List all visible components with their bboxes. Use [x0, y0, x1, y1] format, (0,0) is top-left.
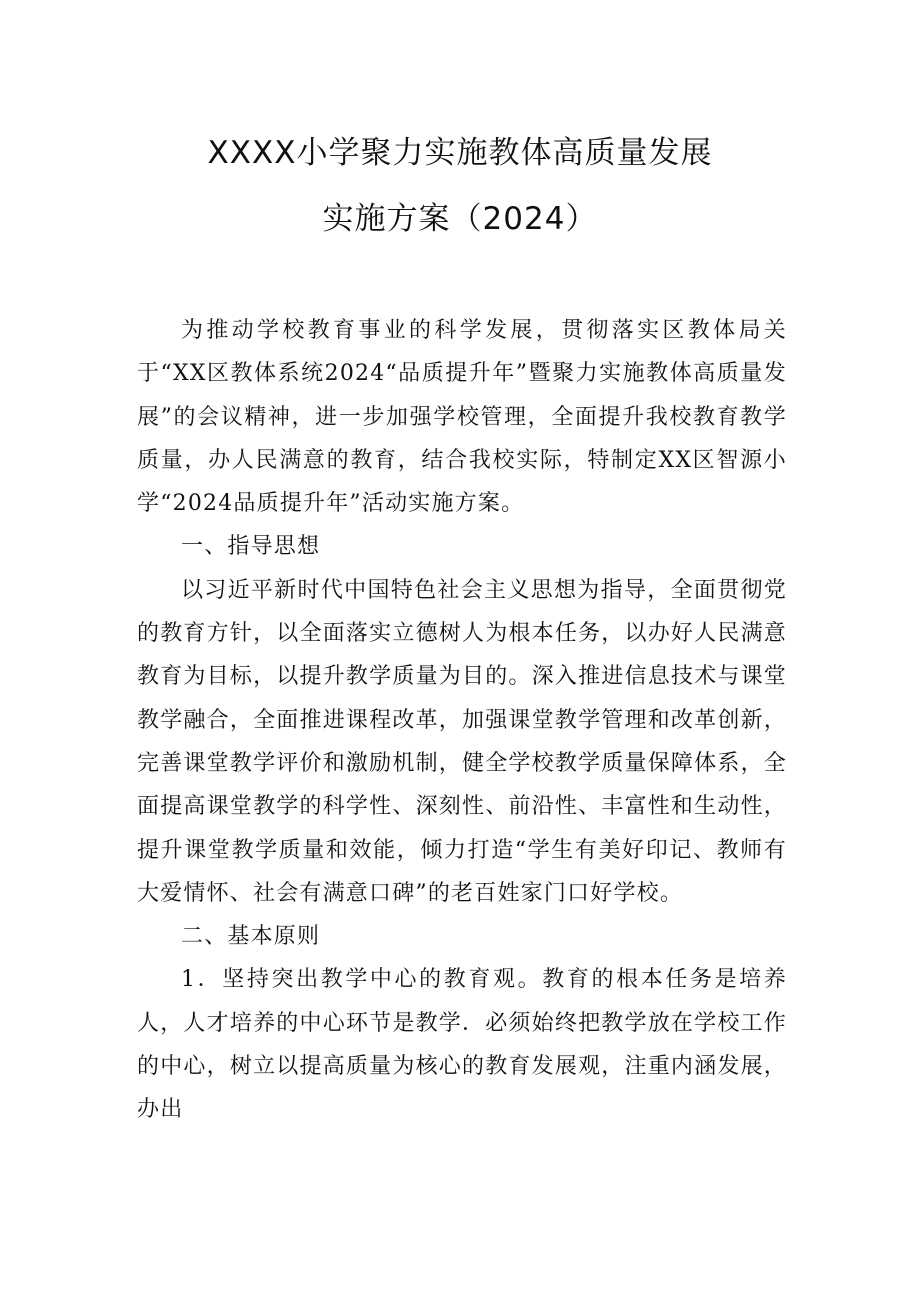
intro-paragraph: 为推动学校教育事业的科学发展，贯彻落实区教体局关于“XX区教体系统2024“品质提升年”暨聚力实施教体高质量发展”的会议精神，进一步加强学校管理，全面提升我校教育教学质量，办人民满意的教育，结合我校实际，特制定XX区智源小学“2024品质提升年”活动实施方案。 [137, 318, 787, 517]
document-body [137, 309, 787, 1132]
section-heading-basic-principles: 二、基本原则 [181, 924, 321, 950]
section-heading-guiding-ideology: 一、指导思想 [181, 534, 321, 560]
document-title-line-2: 实施方案（2024） [322, 201, 598, 237]
document-title-line-1: XXXX小学聚力实施教体高质量发展 [207, 135, 713, 171]
guiding-ideology-paragraph: 以习近平新时代中国特色社会主义思想为指导，全面贯彻党的教育方针，以全面落实立德树人为根本任务，以办好人民满意教育为目标，以提升教学质量为目的。深入推进信息技术与课堂教学融合，全面推进课程改革，加强课堂教学管理和改革创新，完善课堂教学评价和激励机制，健全学校教学质量保障体系，全面提高课堂教学的科学性、深刻性、前沿性、丰富性和生动性，提升课堂教学质量和效能，倾力打造“学生有美好印记、教师有大爱情怀、社会有满意口碑”的老百姓家门口好学校。 [137, 577, 787, 906]
principle-1-paragraph: 1．坚持突出教学中心的教育观。教育的根本任务是培养人，人才培养的中心环节是教学．必须始终把教学放在学校工作的中心，树立以提高质量为核心的教育发展观，注重内涵发展，办出 [137, 967, 787, 1123]
